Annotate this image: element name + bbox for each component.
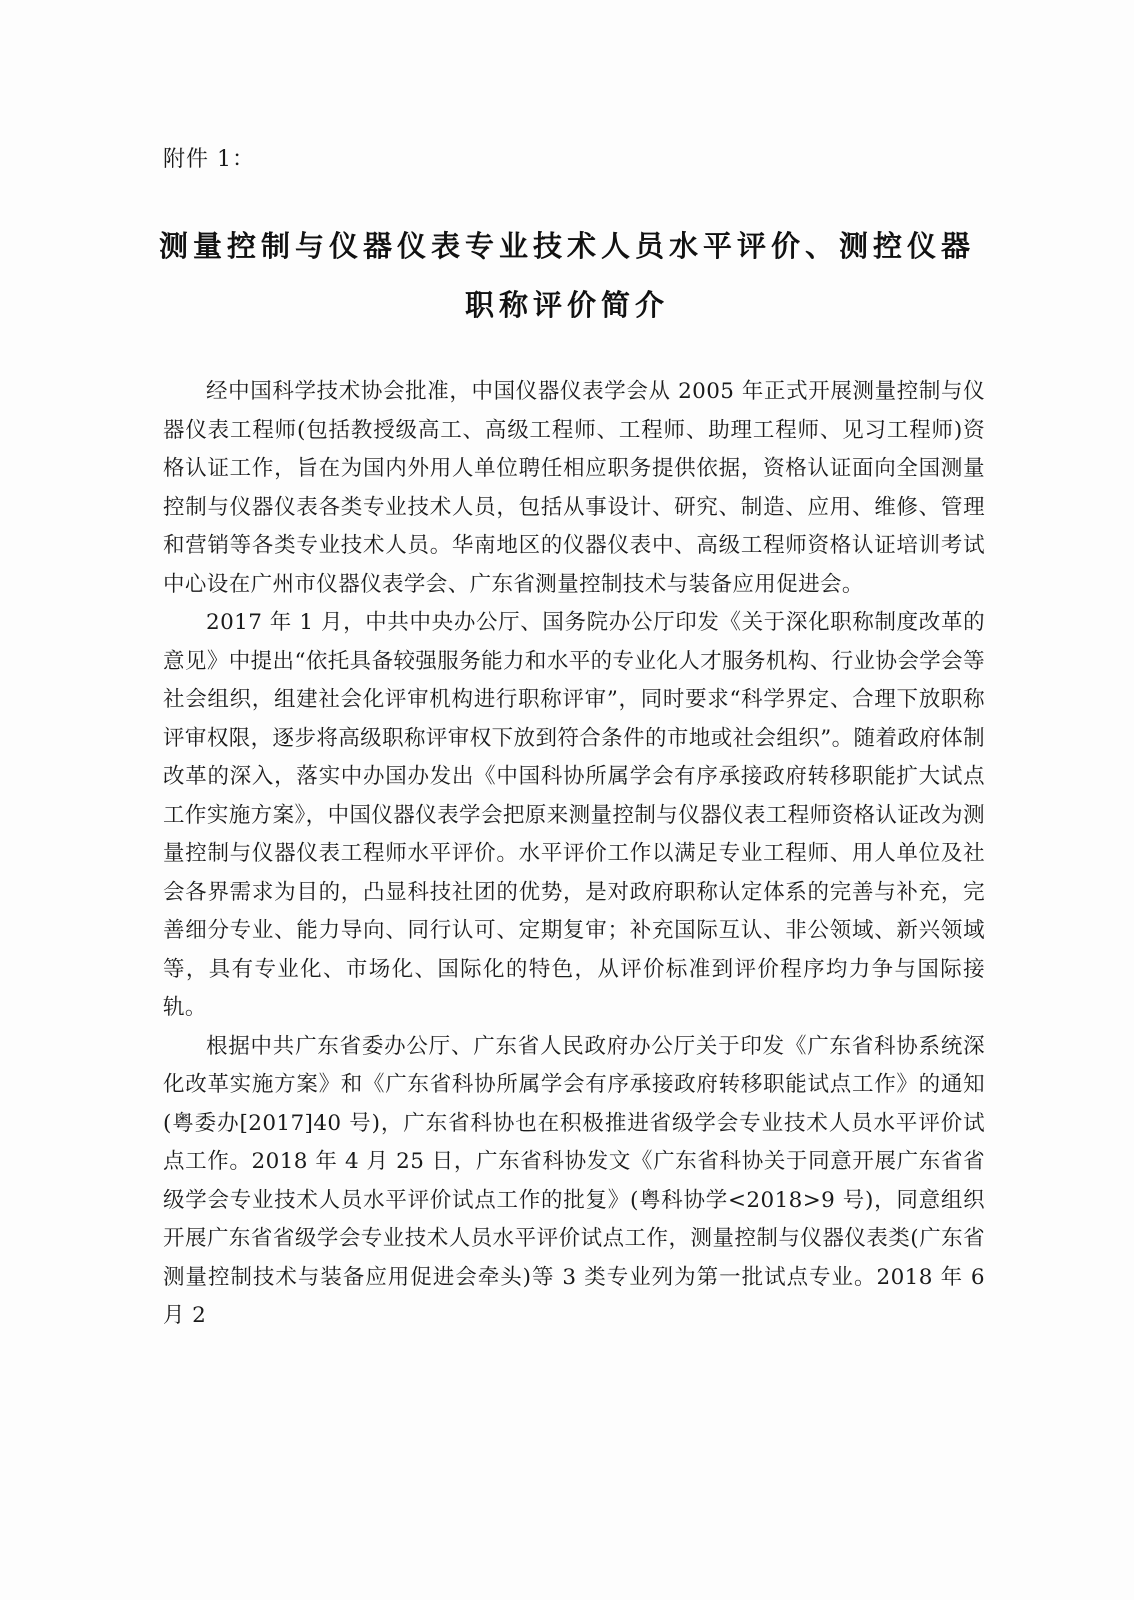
paragraph-2: 2017 年 1 月，中共中央办公厅、国务院办公厅印发《关于深化职称制度改革的意见》中提出“依托具备较强服务能力和水平的专业化人才服务机构、行业协会学会等社会组织，组建社会化评审机构进行职称评审”，同时要求“科学界定、合理下放职称评审权限，逐步将高级职称评审权下放到符合条件的市地或社会组织”。随着政府体制改革的深入，落实中办国办发出《中国科协所属学会有序承接政府转移职能扩大试点工作实施方案》，中国仪器仪表学会把原来测量控制与仪器仪表工程师资格认证改为测量控制与仪器仪表工程师水平评价。水平评价工作以满足专业工程师、用人单位及社会各界需求为目的，凸显科技社团的优势，是对政府职称认定体系的完善与补充，完善细分专业、能力导向、同行认可、定期复审；补充国际互认、非公领域、新兴领域等，具有专业化、市场化、国际化的特色，从评价标准到评价程序均力争与国际接轨。 [163,610,985,1020]
paragraph-1: 经中国科学技术协会批准，中国仪器仪表学会从 2005 年正式开展测量控制与仪器仪表工程师(包括教授级高工、高级工程师、工程师、助理工程师、见习工程师)资格认证工作，旨在为国内外用人单位聘任相应职务提供依据，资格认证面向全国测量控制与仪器仪表各类专业技术人员，包括从事设计、研究、制造、应用、维修、管理和营销等各类专业技术人员。华南地区的仪器仪表中、高级工程师资格认证培训考试中心设在广州市仪器仪表学会、广东省测量控制技术与装备应用促进会。 [163,379,985,597]
document-title-line-1: 测量控制与仪器仪表专业技术人员水平评价、测控仪器 [158,229,975,263]
attachment-label: 附件 1： [163,147,255,172]
document-body [163,373,985,1336]
document-title-line-2: 职称评价简介 [464,288,669,322]
paragraph-3: 根据中共广东省委办公厅、广东省人民政府办公厅关于印发《广东省科协系统深化改革实施方案》和《广东省科协所属学会有序承接政府转移职能试点工作》的通知(粤委办[2017]40 号)，广东省科协也在积极推进省级学会专业技术人员水平评价试点工作。2018 年 4 月 25 日，广东省科协发文《广东省科协关于同意开展广东省省级学会专业技术人员水平评价试点工作的批复》(粤科协学<2018>9 号)，同意组织开展广东省省级学会专业技术人员水平评价试点工作，测量控制与仪器仪表类(广东省测量控制技术与装备应用促进会牵头)等 3 类专业列为第一批试点专业。2018 年 6 月 2 [163,1033,985,1328]
